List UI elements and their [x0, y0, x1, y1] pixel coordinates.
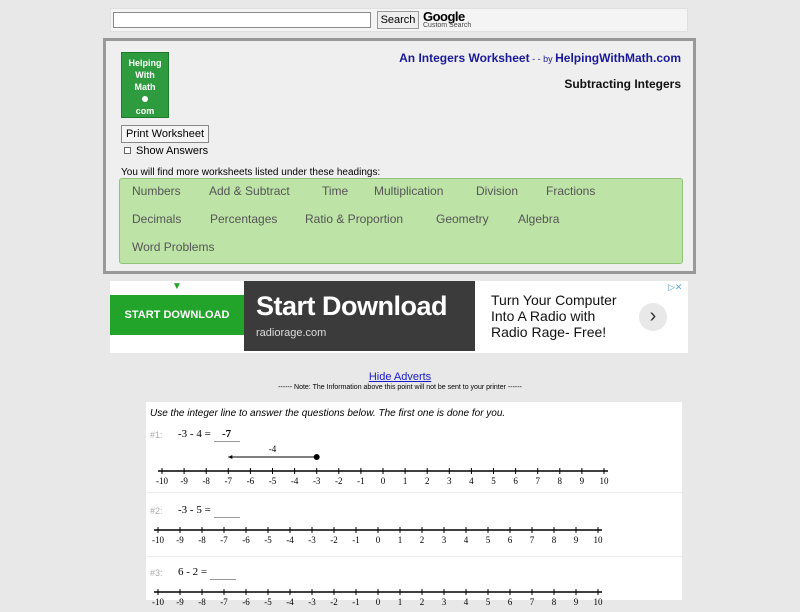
tick-label: -8 — [198, 535, 206, 545]
tick-label: 5 — [485, 535, 491, 545]
jump-start-point — [314, 454, 320, 460]
down-arrow-icon: ▼ — [172, 281, 182, 292]
worksheet — [146, 402, 682, 607]
tick-label: -7 — [220, 535, 228, 545]
tick-label: 0 — [380, 476, 386, 486]
tick-label: 6 — [507, 597, 513, 607]
nav-item-numbers[interactable]: Numbers — [132, 184, 181, 198]
search-button[interactable]: Search — [377, 11, 419, 29]
question-expression: 6 - 2 = — [178, 566, 208, 578]
integer-line-3 — [146, 582, 682, 612]
jump-arrowhead — [228, 455, 232, 459]
ad-domain: radiorage.com — [256, 327, 327, 339]
tick-label: 7 — [529, 597, 535, 607]
tick-label: 8 — [551, 597, 557, 607]
nav-item-fractions[interactable]: Fractions — [546, 184, 596, 198]
category-nav — [119, 178, 683, 264]
tick-label: 2 — [419, 535, 425, 545]
tick-label: -4 — [286, 535, 294, 545]
site-logo[interactable] — [121, 52, 169, 118]
tick-label: 2 — [419, 597, 425, 607]
tick-label: 7 — [529, 535, 535, 545]
tick-label: 10 — [593, 597, 603, 607]
nav-item-geometry[interactable]: Geometry — [436, 212, 489, 226]
nav-item-time[interactable]: Time — [322, 184, 349, 198]
tick-label: 5 — [485, 597, 491, 607]
tick-label: 10 — [593, 535, 603, 545]
logo-text: Helping — [128, 58, 162, 68]
search-input[interactable] — [113, 12, 371, 28]
tick-label: -8 — [198, 597, 206, 607]
site-link[interactable]: HelpingWithMath.com — [555, 51, 681, 65]
tick-label: 9 — [573, 535, 579, 545]
tick-label: -3 — [312, 476, 321, 486]
tick-label: -2 — [330, 597, 338, 607]
checkbox-icon[interactable] — [124, 147, 131, 154]
integer-line-1 — [146, 442, 682, 490]
tick-label: -4 — [290, 476, 299, 486]
tick-label: -8 — [202, 476, 210, 486]
integer-line-2 — [146, 520, 682, 550]
question-number: #1: — [150, 430, 163, 440]
worksheet-subtitle: Subtracting Integers — [564, 77, 681, 91]
ad-headline: Start Download — [256, 291, 448, 321]
nav-item-percentages[interactable]: Percentages — [210, 212, 278, 226]
tick-label: 1 — [402, 476, 408, 486]
answer-blank[interactable] — [210, 579, 236, 580]
tick-label: -6 — [246, 476, 255, 486]
show-answers-toggle[interactable] — [124, 145, 208, 157]
chevron-right-icon[interactable]: › — [639, 303, 667, 331]
advert-banner[interactable] — [110, 281, 688, 353]
ad-text-line: Radio Rage- Free! — [491, 324, 607, 340]
question-answer[interactable]: -7 — [222, 428, 232, 440]
tick-label: 0 — [375, 535, 381, 545]
tick-label: -2 — [335, 476, 343, 486]
tick-label: -10 — [156, 476, 168, 486]
nav-item-division[interactable]: Division — [476, 184, 519, 198]
question-number: #2: — [150, 506, 163, 516]
google-custom-search-label: Custom Search — [423, 22, 472, 29]
tick-label: -1 — [352, 597, 360, 607]
tick-label: 8 — [557, 476, 563, 486]
nav-item-ratio-proportion[interactable]: Ratio & Proportion — [305, 212, 404, 226]
logo-text: com — [135, 106, 155, 116]
nav-item-multiplication[interactable]: Multiplication — [374, 184, 444, 198]
header-panel — [103, 38, 696, 274]
logo-text: With — [135, 70, 155, 80]
question-number: #3: — [150, 568, 163, 578]
tick-label: -9 — [176, 597, 184, 607]
title-text: An Integers Worksheet — [399, 51, 530, 65]
tick-label: -9 — [180, 476, 188, 486]
ad-text-line: Turn Your Computer — [491, 292, 617, 308]
tick-label: 4 — [463, 535, 469, 545]
question-divider — [146, 556, 682, 557]
tick-label: -6 — [242, 535, 250, 545]
tick-label: 10 — [599, 476, 609, 486]
instructions: Use the integer line to answer the questions below. The first one is done for you. — [150, 408, 506, 419]
tick-label: 6 — [513, 476, 518, 486]
tick-label: -5 — [268, 476, 277, 486]
title-separator: - - by — [529, 54, 556, 64]
tick-label: 3 — [441, 535, 447, 545]
nav-item-add-subtract[interactable]: Add & Subtract — [209, 184, 290, 198]
tick-label: 1 — [397, 535, 403, 545]
tick-label: 0 — [375, 597, 381, 607]
tick-label: 4 — [469, 476, 474, 486]
tick-label: -3 — [308, 535, 316, 545]
ad-body-text — [491, 292, 617, 340]
nav-item-word-problems[interactable]: Word Problems — [132, 240, 215, 254]
hide-adverts-link[interactable]: Hide Adverts — [368, 371, 432, 383]
tick-label: 1 — [397, 597, 403, 607]
tick-label: 5 — [491, 476, 496, 486]
tick-label: 3 — [441, 597, 447, 607]
ad-close-icon[interactable]: ▷✕ — [668, 282, 683, 292]
show-answers-label: Show Answers — [136, 145, 209, 157]
tick-label: -4 — [286, 597, 294, 607]
tick-label: -5 — [264, 597, 272, 607]
nav-item-decimals[interactable]: Decimals — [132, 212, 182, 226]
search-bar — [110, 8, 688, 32]
question-divider — [146, 492, 682, 493]
tick-label: -7 — [224, 476, 233, 486]
tick-label: 8 — [551, 535, 557, 545]
page-title — [399, 51, 681, 65]
tick-label: 7 — [535, 476, 540, 486]
tick-label: -5 — [264, 535, 272, 545]
tick-label: -3 — [308, 597, 316, 607]
logo-dot-icon — [122, 93, 168, 105]
more-worksheets-text: You will find more worksheets listed under these headings: — [121, 167, 381, 178]
nav-item-algebra[interactable]: Algebra — [518, 212, 560, 226]
tick-label: -7 — [220, 597, 228, 607]
tick-label: -10 — [152, 535, 164, 545]
ad-headline-block[interactable] — [244, 281, 475, 351]
ad-start-download-button[interactable]: START DOWNLOAD — [110, 295, 244, 335]
tick-label: 3 — [447, 476, 452, 486]
tick-label: -9 — [176, 535, 184, 545]
logo-text: Math — [134, 82, 156, 92]
tick-label: 6 — [507, 535, 513, 545]
tick-label: -6 — [242, 597, 250, 607]
question-expression: -3 - 4 = — [178, 428, 211, 440]
tick-label: 9 — [579, 476, 585, 486]
question-expression: -3 - 5 = — [178, 504, 211, 516]
printer-note: ------ Note: The Information above this point will not be sent to your printer ------ — [278, 384, 522, 391]
tick-label: -2 — [330, 535, 338, 545]
tick-label: -10 — [152, 597, 164, 607]
google-logo: Google — [423, 9, 465, 24]
tick-label: 2 — [424, 476, 430, 486]
tick-label: 4 — [463, 597, 469, 607]
tick-label: 9 — [573, 597, 579, 607]
tick-label: -1 — [352, 535, 360, 545]
print-worksheet-button[interactable]: Print Worksheet — [121, 125, 209, 143]
ad-text-line: Into A Radio with — [491, 308, 596, 324]
tick-label: -1 — [357, 476, 365, 486]
jump-label: -4 — [268, 444, 277, 454]
answer-blank[interactable] — [214, 517, 240, 518]
